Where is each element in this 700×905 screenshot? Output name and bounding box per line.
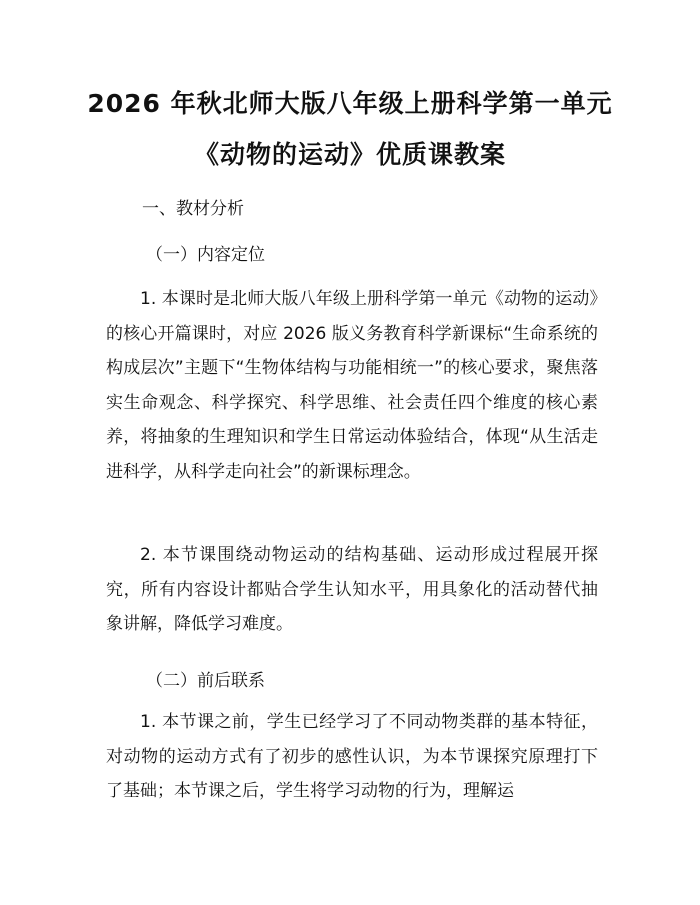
subsection-heading-content-positioning: （一）内容定位 <box>146 245 265 265</box>
document-title-line-2: 《动物的运动》优质课教案 <box>193 140 506 169</box>
document-title-line-1: 2026 年秋北师大版八年级上册科学第一单元 <box>87 89 613 118</box>
paragraph-content-positioning-2: 2. 本节课围绕动物运动的结构基础、运动形成过程展开探究，所有内容设计都贴合学生认知水平，用具象化的活动替代抽象讲解，降低学习难度。 <box>106 545 598 634</box>
subsection-heading-connections: （二）前后联系 <box>146 671 265 691</box>
paragraph-content-positioning-1: 1. 本课时是北师大版八年级上册科学第一单元《动物的运动》的核心开篇课时，对应 2026 版义务教育科学新课标“生命系统的构成层次”主题下“生物体结构与功能相统一”的核心要求，聚焦落实生命观念、科学探究、科学思维、社会责任四个维度的核心素养，将抽象的生理知识和学生日常运动体验结合，体现“从生活走进科学，从科学走向社会”的新课标理念。 <box>106 289 598 482</box>
paragraph-connections-1: 1. 本节课之前，学生已经学习了不同动物类群的基本特征，对动物的运动方式有了初步的感性认识，为本节课探究原理打下了基础；本节课之后，学生将学习动物的行为，理解运 <box>106 712 598 801</box>
section-heading-textbook-analysis: 一、教材分析 <box>142 199 244 219</box>
